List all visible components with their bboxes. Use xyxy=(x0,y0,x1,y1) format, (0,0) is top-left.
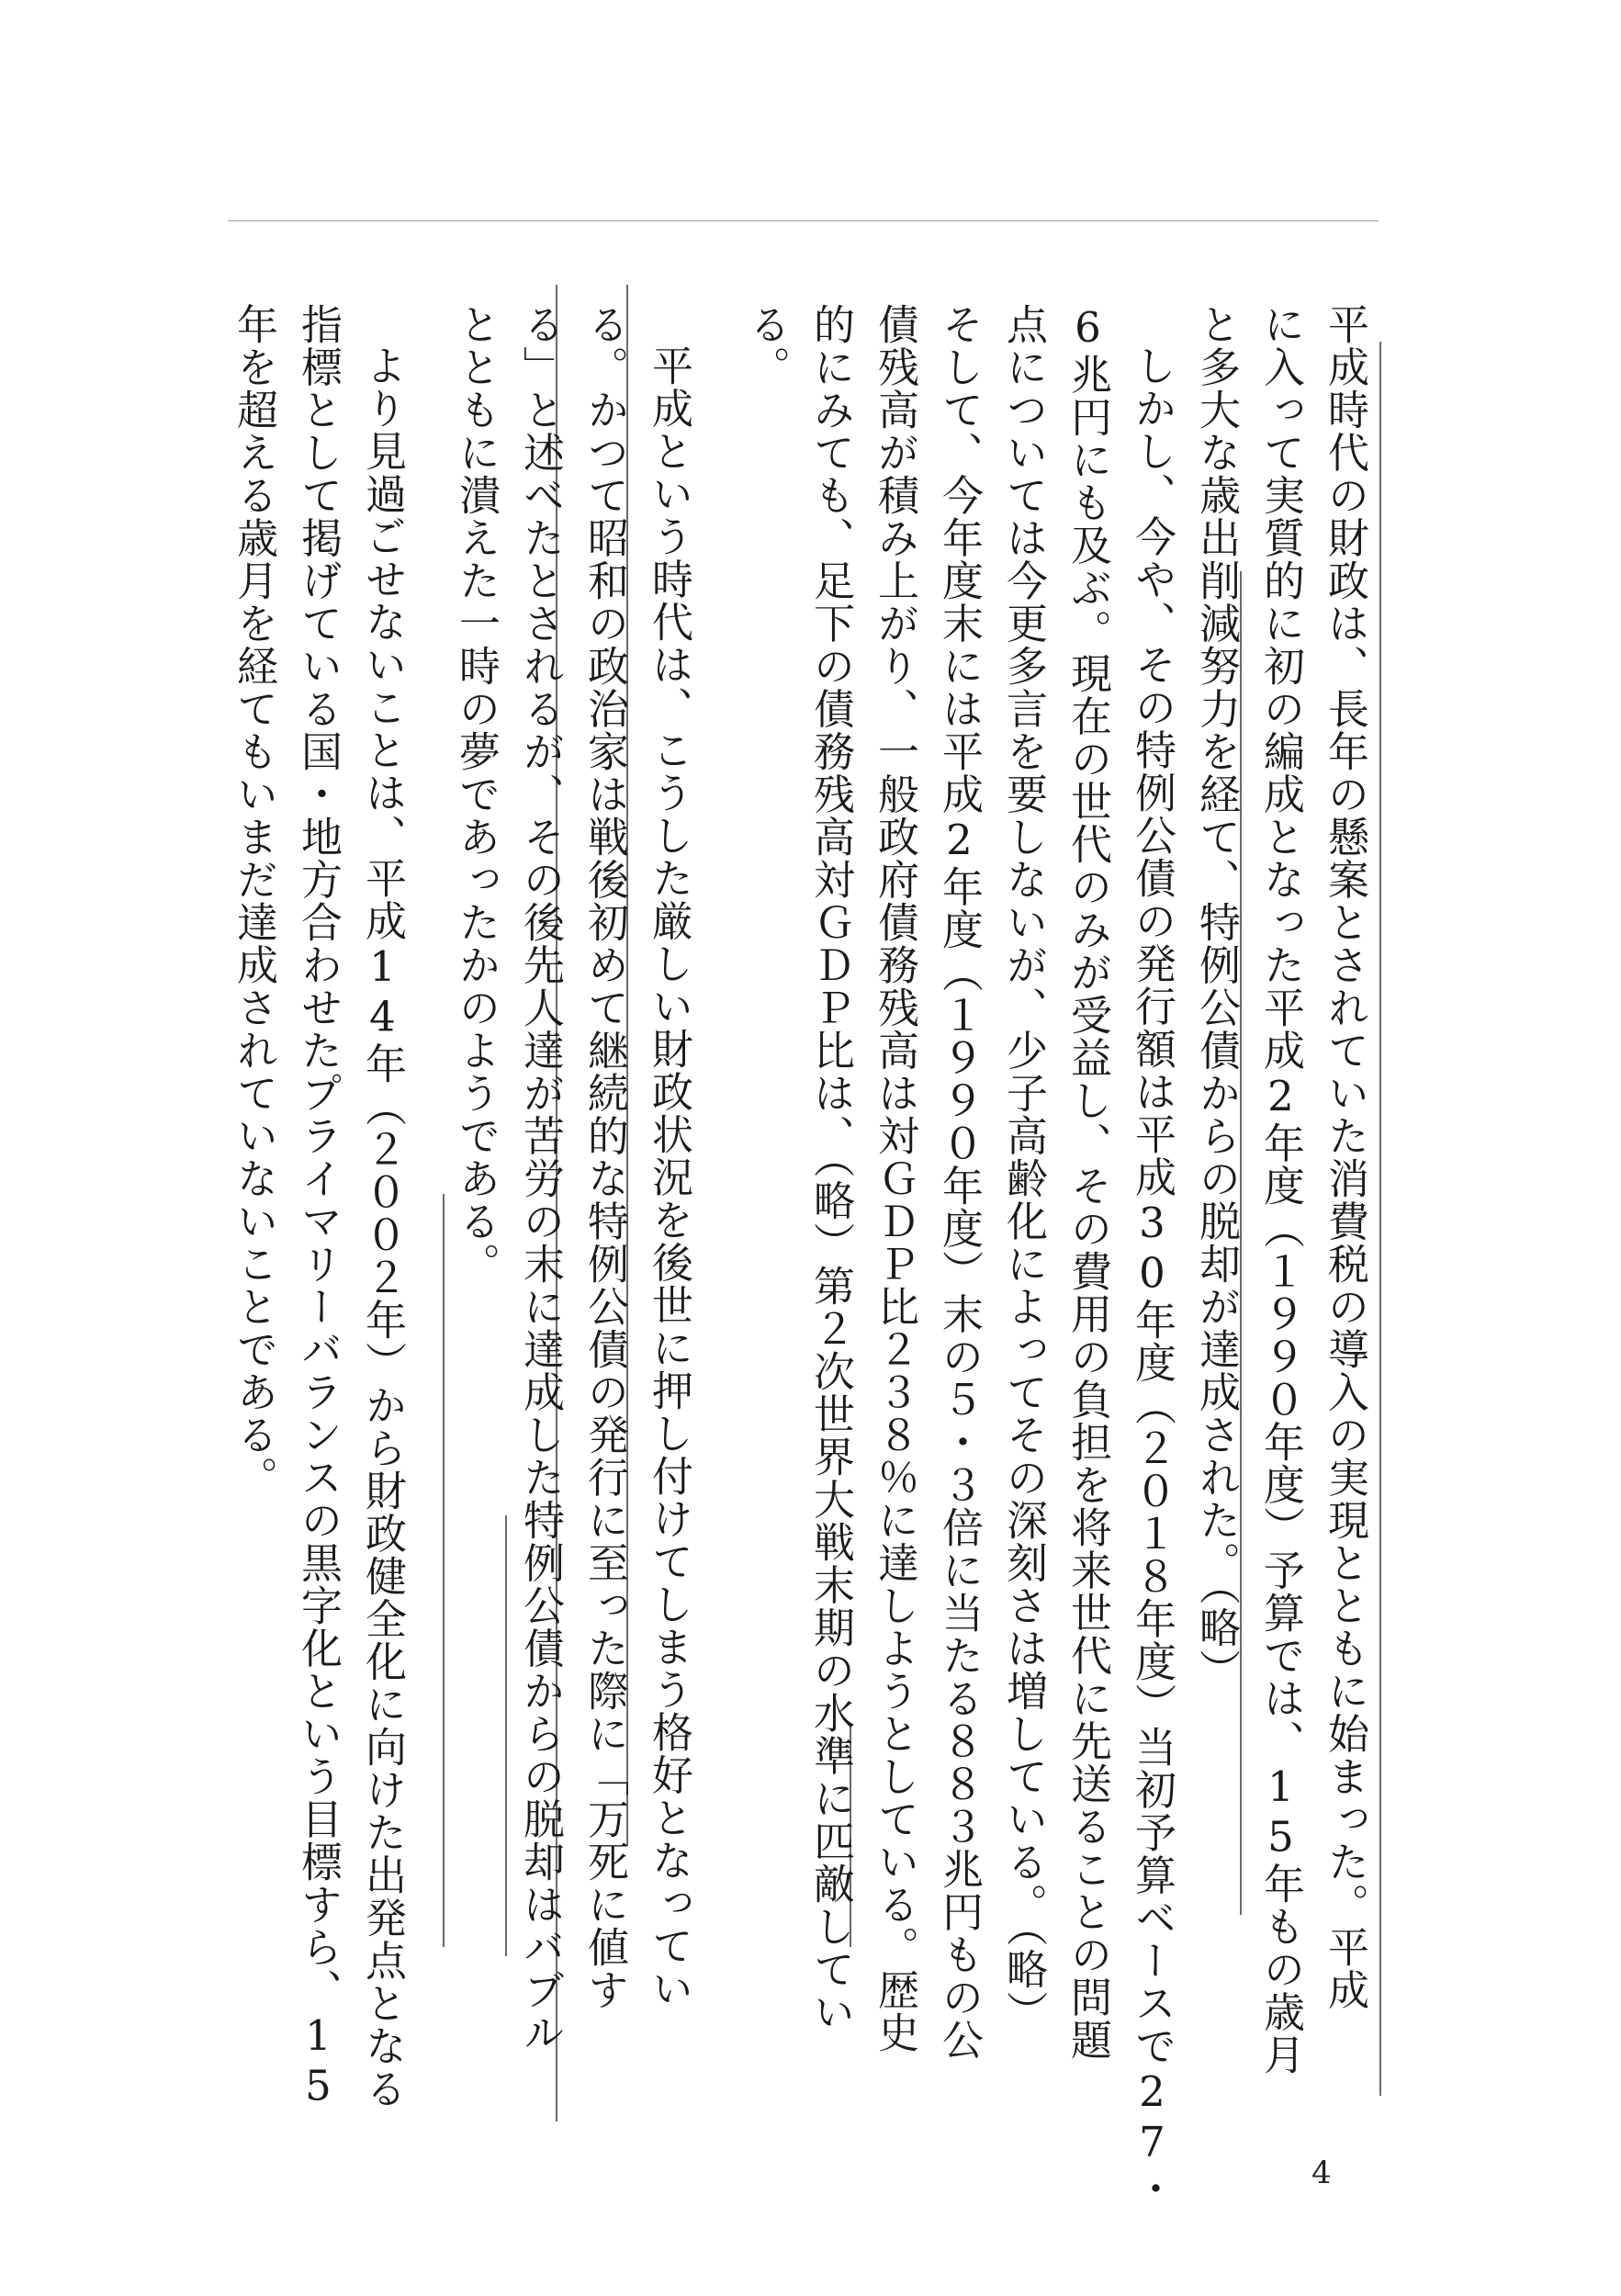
text-line-16: 指標として掲げている国・地方合わせたプライマリーバランスの黒字化という目標すら、15 xyxy=(294,303,343,2111)
text-line-11: 平成という時代は、こうした厳しい財政状況を後世に押し付けてしまう格好となってい xyxy=(645,344,693,2010)
text-line-6: 点については今更多言を要しないが、少子高齢化によってその深刻さは増している。（略） xyxy=(999,303,1048,2033)
text-line-10: る。 xyxy=(742,303,791,388)
text-line-12: る。かつて昭和の政治家は戦後初めて継続的な特例公債の発行に至った際に「万死に値す xyxy=(580,303,629,2011)
text-line-3: と多大な歳出削減努力を経て、特例公債からの脱却が達成された。（略） xyxy=(1192,303,1241,1692)
text-line-4: しかし、今や、その特例公債の発行額は平成30年度（２０１８年度）当初予算ベースで27・ xyxy=(1128,344,1176,2211)
text-line-13: る」と述べたとされるが、その後先人達が苦労の末に達成した特例公債からの脱却はバブル xyxy=(516,303,565,2054)
header-rule xyxy=(228,220,1379,221)
page-number: 4 xyxy=(1311,2155,1332,2191)
text-line-15: より見過ごせないことは、平成14年（２００２年）から財政健全化に向けた出発点となる xyxy=(358,344,407,2110)
text-line-5: 6兆円にも及ぶ。現在の世代のみが受益し、その費用の負担を将来世代に先送ることの問題 xyxy=(1064,303,1112,2062)
quote-bar xyxy=(1379,342,1381,2096)
quote-bar xyxy=(505,1515,507,1956)
text-line-9: 的にみても、足下の債務残高対ＧＤＰ比は、（略）第２次世界大戦末期の水準に匹敵してい xyxy=(806,303,855,2033)
text-line-7: そして、今年度末には平成2年度（１９９０年度）末の５・３倍に当たる８８３兆円もの公 xyxy=(935,303,984,2062)
quote-bar xyxy=(443,1194,445,1947)
text-line-1: 平成時代の財政は、長年の懸案とされていた消費税の導入の実現とともに始まった。平成 xyxy=(1321,303,1369,2011)
text-line-14: とともに潰えた一時の夢であったかのようである。 xyxy=(452,303,501,1286)
text-line-17: 年を超える歳月を経てもいまだ達成されていないことである。 xyxy=(230,303,278,1499)
text-line-2: に入って実質的に初の編成となった平成2年度（１９９０年度）予算では、15年もの歳月 xyxy=(1256,303,1305,2077)
text-line-8: 債残高が積み上がり、一般政府債務残高は対ＧＤＰ比２３８％に達しようとしている。歴史 xyxy=(871,303,919,2054)
